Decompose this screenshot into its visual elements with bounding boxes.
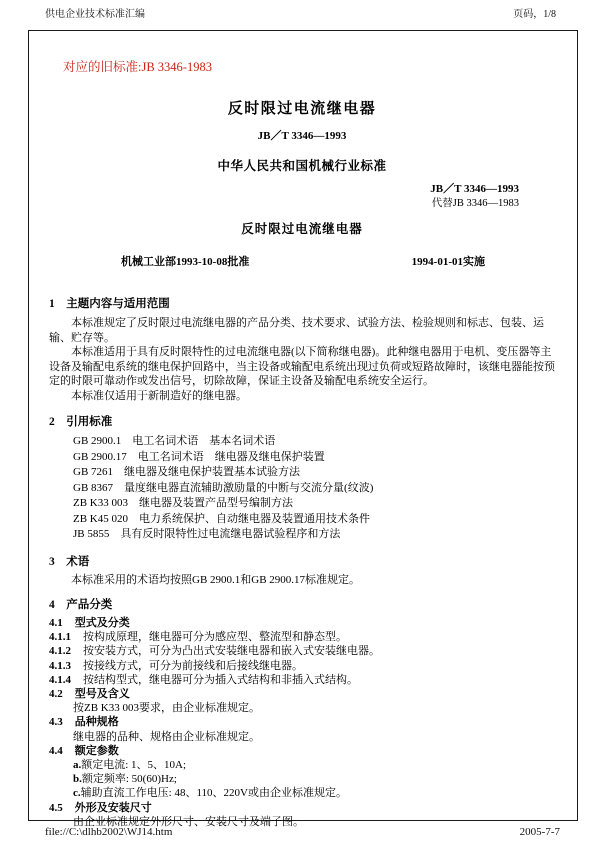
- clause-text: 按结构型式，继电器可分为插入式结构和非插入式结构。: [83, 673, 358, 686]
- paragraph: 本标准适用于具有反时限特性的过电流继电器(以下简称继电器)。此种继电器用于电机、变压器等主设备及输配电系统的继电保护回路中，当主设备或输配电系统出现过负荷或短路故障时，该继电器能按预定的时限可靠动作或发出信号，切除故障，保证主设备及输配电系统安全运行。: [49, 346, 555, 387]
- header-collection-title: 供电企业技术标准汇编: [45, 9, 145, 20]
- standard-type: 中华人民共和国机械行业标准: [217, 159, 387, 173]
- clause-line: [49, 801, 555, 815]
- clause-text: 按安装方式，可分为凸出式安装继电器和嵌入式安装继电器。: [83, 645, 380, 658]
- clause-line: [73, 772, 555, 786]
- clause-number: 4.1: [49, 617, 63, 629]
- clause-number: 4.3: [49, 716, 63, 729]
- clause-line: [49, 630, 555, 644]
- clause-text: 按ZB K33 003要求，由企业标准规定。: [73, 702, 260, 715]
- clause-line: [49, 644, 555, 658]
- clause-text: 外形及安装尺寸: [74, 801, 152, 814]
- approval-row: [49, 253, 555, 269]
- old-standard-note: 对应的旧标准:JB 3346-1983: [63, 60, 212, 74]
- clause-number: 4.1.2: [49, 645, 71, 658]
- section-4-heading: 4 产品分类: [49, 599, 113, 611]
- footer-file-path: file://C:\dlhb2002\WJ14.htm: [45, 826, 173, 838]
- clause-number: 4.1.3: [49, 659, 71, 672]
- clause-line: [49, 659, 555, 673]
- clause-line: [49, 673, 555, 687]
- reference-item: GB 2900.17 电工名词术语 继电器及继电保护装置: [73, 450, 325, 463]
- reference-item: GB 7261 继电器及继电保护装置基本试验方法: [73, 466, 301, 478]
- clause-line: [73, 758, 555, 772]
- standard-code: JB／T 3346—1993: [430, 183, 519, 195]
- clause-text: 按接线方式，可分为前接线和后接线继电器。: [83, 659, 303, 672]
- reference-item: GB 2900.1 电工名词术语 基本名词术语: [73, 435, 276, 447]
- section-3-paragraph: 本标准采用的术语均按照GB 2900.1和GB 2900.17标准规定。: [71, 573, 361, 586]
- clause-line: [49, 744, 555, 758]
- clause-number: a.: [73, 759, 82, 772]
- paragraph: 本标准仅适用于新制造好的继电器。: [71, 389, 247, 402]
- reference-item: ZB K45 020 电力系统保护、自动继电器及装置通用技术条件: [73, 512, 370, 525]
- clause-text: 辅助直流工作电压: 48、110、220V或由企业标准规定。: [80, 787, 347, 800]
- clause-text: 额定频率: 50(60)Hz;: [81, 773, 177, 786]
- print-header: [45, 5, 556, 20]
- clause-text: 继电器的品种、规格由企业标准规定。: [73, 730, 260, 743]
- clause-line: [49, 616, 555, 630]
- clause-text: 品种规格: [74, 716, 119, 729]
- clause-number: 4.2: [49, 688, 63, 701]
- clause-line: [49, 715, 555, 729]
- clause-text: 型式及分类: [74, 617, 130, 629]
- clause-number: 4.1.1: [49, 631, 71, 644]
- section-1-heading: 1 主题内容与适用范围: [49, 298, 170, 310]
- print-footer: [45, 826, 560, 838]
- clause-text: 额定电流: 1、5、10A;: [81, 759, 187, 772]
- header-page-number: 页码，1/8: [513, 9, 556, 20]
- clause-number: 4.5: [49, 801, 63, 814]
- reference-list: [73, 434, 555, 543]
- footer-date: 2005-7-7: [519, 826, 560, 838]
- reference-item: ZB K33 003 继电器及装置产品型号编制方法: [73, 497, 293, 509]
- reference-item: GB 8367 量度继电器直流辅助激励量的中断与交流分量(纹波): [73, 481, 374, 494]
- document-page: [28, 30, 578, 828]
- section-2-heading: 2 引用标准: [49, 416, 113, 428]
- section-3-heading: 3 术语: [49, 555, 90, 568]
- standard-number: JB／T 3346—1993: [257, 130, 347, 142]
- replaces-note: 代替JB 3346—1983: [431, 197, 519, 209]
- clause-line: [49, 687, 555, 701]
- clause-number: 4.1.4: [49, 673, 71, 686]
- implementation-text: 1994-01-01实施: [411, 256, 485, 268]
- section-1-body: [49, 316, 555, 403]
- document-subtitle: 反时限过电流继电器: [241, 222, 363, 236]
- clause-number: b.: [73, 773, 82, 786]
- clause-text: 型号及含义: [74, 688, 130, 701]
- clause-text: 按构成原理，继电器可分为感应型、整流型和静态型。: [83, 631, 347, 644]
- clause-line: [73, 786, 555, 800]
- clause-line: [73, 730, 555, 744]
- document-title: 反时限过电流继电器: [227, 101, 377, 117]
- reference-item: JB 5855 具有反时限特性过电流继电器试验程序和方法: [73, 528, 341, 540]
- section-4-body: [49, 616, 555, 829]
- paragraph: 本标准规定了反时限过电流继电器的产品分类、技术要求、试验方法、检验规则和标志、包装、运输、贮存等。: [49, 317, 544, 344]
- clause-line: [73, 701, 555, 715]
- clause-number: c.: [73, 787, 81, 800]
- clause-number: 4.4: [49, 744, 63, 757]
- approval-text: 机械工业部1993-10-08批准: [121, 256, 250, 268]
- clause-text: 额定参数: [74, 744, 119, 757]
- clause-text: 由企业标准规定外形尺寸、安装尺寸及端子图。: [73, 815, 304, 828]
- standard-code-block: [49, 183, 555, 210]
